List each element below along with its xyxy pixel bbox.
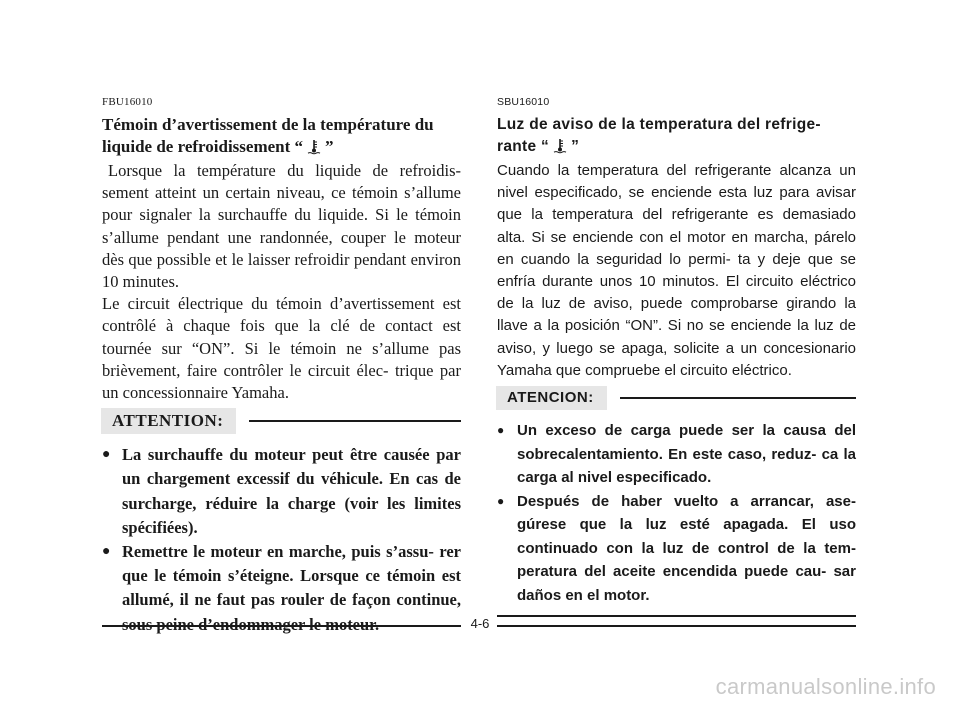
divider [249, 420, 461, 422]
paragraph: Lorsque la température du liquide de refroidis- sement atteint un certain niveau, ce témoin s’allume pour signaler la surchauffe du liquide. Si le témoin s’allume pendant une randonnée, couper le moteur dès que possible et le laisser refroidir pendant environ 10 minutes. [102, 161, 461, 292]
attention-list [102, 443, 461, 637]
section-code: SBU16010 [497, 96, 550, 108]
title-line-1: Témoin d’avertissement de la température du [102, 115, 434, 134]
attention-label: ATTENTION: [102, 409, 235, 433]
attention-header [102, 409, 461, 433]
title-line-2: liquide de refroidissement “ [102, 137, 304, 156]
divider [497, 615, 856, 617]
title-line-2: rante “ [497, 138, 550, 155]
coolant-temperature-icon [307, 139, 321, 155]
divider [620, 397, 856, 399]
spanish-column [497, 96, 856, 617]
paragraph: Cuando la temperatura del refrigerante alcanza un nivel especificado, se enciende esta luz para avisar que la temperatura del refrigerante es demasiado alta. Si se enciende con el motor en marcha, párelo en cuando la seguridad lo permi- ta y deje que se enfría durante unos 10 minutos. El circuito eléctrico de la luz de aviso, puede comprobarse girando la llave a la posición “ON”. Si no se enciende la luz de aviso, y luego se apaga, solicite a un concesionario Yamaha que compruebe el circuito eléctrico. [497, 162, 856, 379]
attention-list [497, 419, 856, 607]
bullet-icon: ● [497, 493, 505, 508]
list-item-text: Un exceso de carga puede ser la causa del sobrecalentamiento. En este caso, reduz- ca la carga al nivel especificado. [517, 422, 856, 487]
list-item [102, 443, 461, 540]
list-item [497, 419, 856, 490]
attention-header [497, 387, 856, 409]
french-column [102, 96, 461, 637]
list-item-text: La surchauffe du moteur peut être causée par un chargement excessif du véhicule. En cas de surcharge, réduire la charge (voir les limites spécifiées). [122, 445, 461, 537]
page-number: 4-6 [470, 616, 490, 631]
section-code: FBU16010 [102, 96, 153, 108]
attention-label: ATENCION: [497, 387, 606, 409]
list-item-text: Remettre le moteur en marche, puis s’assu- rer que le témoin s’éteigne. Lorsque ce témoin est allumé, il ne faut pas rouler de façon continue, [122, 542, 461, 610]
watermark: carmanualsonline.info [715, 674, 936, 699]
footer-rule-left [102, 625, 461, 627]
list-item [102, 540, 461, 637]
paragraph: Le circuit électrique du témoin d’avertissement est contrôlé à chaque fois que la clé de contact est tournée sur “ON”. Si le témoin ne s’allume pas brièvement, faire contrôler le circuit élec- trique par un concessionnaire Yamaha. [102, 294, 461, 403]
bullet-icon: ● [497, 423, 505, 438]
coolant-temperature-icon [553, 138, 567, 154]
footer-rule-right [497, 625, 856, 627]
list-item-text: Después de haber vuelto a arrancar, ase- gúrese que la luz esté apagada. El uso continuado con la luz de control de la tem- peratura del aceite encendida puede cau- sar daños en el motor. [517, 492, 856, 604]
section-title [497, 114, 856, 158]
bullet-icon: ● [102, 544, 111, 560]
list-item [497, 490, 856, 608]
title-quote-close: ” [571, 138, 580, 155]
title-quote-close: ” [325, 137, 334, 156]
title-line-1: Luz de aviso de la temperatura del refrige- [497, 116, 821, 133]
bullet-icon: ● [102, 447, 111, 463]
section-title [102, 114, 461, 158]
